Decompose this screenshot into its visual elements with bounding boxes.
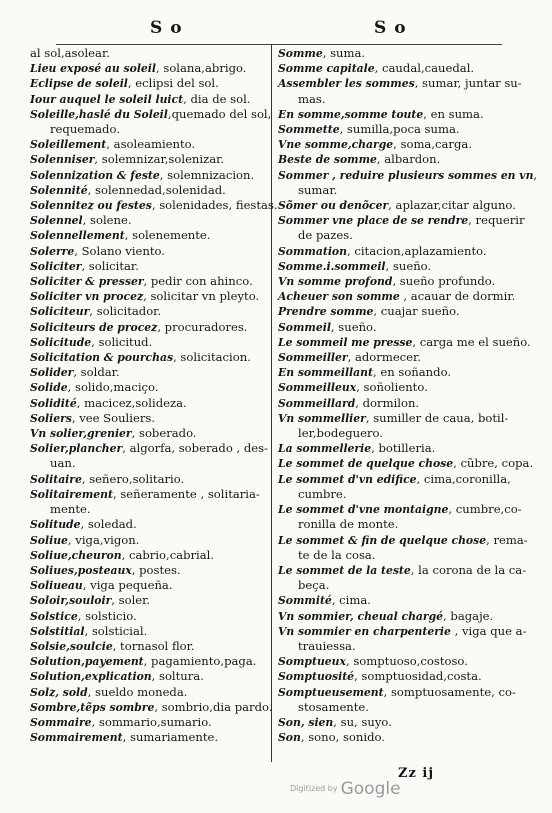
entry-headword: Solide <box>30 381 68 395</box>
entry-translation: , caudal,cauedal. <box>374 61 475 76</box>
entry-translation: , soledad. <box>80 517 137 532</box>
entry-translation: , rema- <box>486 532 528 547</box>
dictionary-entry <box>30 472 266 487</box>
entry-headword: Solenniser <box>30 153 95 167</box>
dictionary-entry <box>278 274 502 289</box>
dictionary-entry <box>278 426 502 441</box>
entry-headword: Soliciter vn procez <box>30 290 144 304</box>
dictionary-entry <box>30 335 266 350</box>
entry-translation: , solennedad,solenidad. <box>87 182 226 197</box>
entry-headword: Prendre somme <box>278 305 374 319</box>
entry-translation: de pazes. <box>298 228 353 243</box>
entry-headword: Sommité <box>278 594 332 608</box>
dictionary-entry <box>278 107 502 122</box>
entry-translation: , carga me el sueño. <box>412 334 531 349</box>
entry-headword: Le sommet de la teste <box>278 563 411 577</box>
dictionary-entry <box>30 517 266 532</box>
entry-translation: , viga que a- <box>450 623 527 638</box>
entry-translation: , Solano viento. <box>74 243 165 258</box>
dictionary-entry <box>278 700 502 715</box>
signature-mark: Zz ij <box>398 766 435 781</box>
dictionary-entry <box>30 593 266 608</box>
entry-translation: , <box>533 167 538 182</box>
entry-translation: , cumbre,co- <box>448 502 522 517</box>
entry-headword: Soliue <box>30 533 68 547</box>
entry-translation: , solene. <box>82 213 132 228</box>
entry-headword: Somme.i.sommeil <box>278 259 386 273</box>
entry-headword: Vn sommellier <box>278 411 366 425</box>
entry-headword: Sommer , reduire plusieurs sommes en vn <box>278 168 534 182</box>
entry-headword: Somme capitale <box>278 62 375 76</box>
dictionary-entry <box>278 487 502 502</box>
entry-translation: , aplazar,citar alguno. <box>388 198 516 213</box>
entry-translation: , botilleria. <box>371 441 436 456</box>
entry-headword: Solicitude <box>30 335 92 349</box>
entry-translation: , bagaje. <box>443 608 494 623</box>
dictionary-entry <box>30 654 266 669</box>
entry-translation: , sumariamente. <box>122 730 219 745</box>
dictionary-entry <box>278 289 516 304</box>
entry-translation: , solemnizacion. <box>159 167 255 182</box>
entry-headword: Sommation <box>278 244 347 258</box>
entry-headword: Beste de somme <box>278 153 377 167</box>
entry-headword: Son, sien <box>278 715 334 729</box>
entry-translation: , soñoliento. <box>356 380 428 395</box>
entry-translation: , solsticial. <box>84 623 148 638</box>
entry-translation: , cima,coronilla, <box>416 471 511 486</box>
entry-translation: , señero,solitario. <box>81 471 185 486</box>
entry-headword: La sommellerie <box>278 442 372 456</box>
entry-translation: , asoleamiento. <box>106 137 196 152</box>
dictionary-entry <box>278 456 534 471</box>
entry-headword: Sommairement <box>30 731 123 745</box>
entry-headword: Solider <box>30 366 74 380</box>
entry-translation: , somptuosamente, co- <box>383 684 516 699</box>
entry-translation: , sombrio,dia pardo. <box>154 699 273 714</box>
entry-headword: Solicitation & pourchas <box>30 351 174 365</box>
entry-translation: , sommario,sumario. <box>91 714 212 729</box>
dictionary-entry <box>30 502 266 517</box>
entry-headword: Soliciteurs de procez <box>30 320 158 334</box>
entry-translation: , solana,abrigo. <box>156 61 247 76</box>
dictionary-entry <box>278 639 502 654</box>
entry-headword: Solennitez ou festes <box>30 199 152 213</box>
entry-headword: Solution,payement <box>30 655 144 669</box>
dictionary-entry <box>30 46 266 61</box>
entry-translation: ler,bodeguero. <box>298 426 383 441</box>
entry-headword: Sommeilleux <box>278 381 357 395</box>
dictionary-entry <box>278 137 502 152</box>
dictionary-entry <box>278 228 502 243</box>
entry-headword: Soleille,haslé du Soleil <box>30 107 168 121</box>
dictionary-entry <box>30 244 266 259</box>
entry-translation: , solenidades, fiestas. <box>151 198 278 213</box>
entry-headword: Le sommeil me presse <box>278 335 413 349</box>
dictionary-entry <box>278 578 502 593</box>
entry-translation: , acauar de dormir. <box>399 289 516 304</box>
dictionary-entry <box>278 122 502 137</box>
dictionary-entry <box>278 532 528 548</box>
dictionary-entry <box>30 548 266 563</box>
entry-translation: , cima. <box>331 593 371 608</box>
dictionary-entry <box>30 578 266 593</box>
entry-headword: Soliciteur <box>30 305 90 319</box>
entry-translation: trauiessa. <box>298 638 356 653</box>
entry-translation: , cũbre, copa. <box>453 456 534 471</box>
dictionary-entry <box>278 609 502 624</box>
entry-translation: , albardon. <box>376 152 441 167</box>
entry-headword: Solution,explication <box>30 670 152 684</box>
dictionary-entry <box>278 304 502 319</box>
entry-translation: , soler. <box>111 593 151 608</box>
entry-translation: , somptuoso,costoso. <box>345 654 468 669</box>
entry-translation: , dormilon. <box>355 395 420 410</box>
column-divider <box>271 44 272 762</box>
entry-headword: Solitairement <box>30 487 113 501</box>
watermark-logo: Google <box>340 778 401 799</box>
dictionary-entry <box>30 624 266 639</box>
entry-headword: Solitude <box>30 518 81 532</box>
entry-headword: Sommette <box>278 123 340 137</box>
entry-headword: Somme <box>278 47 323 60</box>
dictionary-entry <box>278 548 502 563</box>
entry-translation: , soltura. <box>151 669 204 684</box>
entry-translation: ,quemado del sol, <box>167 106 272 121</box>
watermark <box>290 778 401 799</box>
dictionary-entry <box>278 183 502 198</box>
entry-translation: sumar. <box>298 182 338 197</box>
entry-headword: Vn somme profond <box>278 275 393 289</box>
dictionary-entry <box>30 350 266 365</box>
dictionary-entry <box>278 152 502 167</box>
dictionary-entry <box>30 380 266 395</box>
entry-headword: Acheuer son somme <box>278 290 400 304</box>
entry-translation: , solido,maciço. <box>67 380 159 395</box>
dictionary-entry <box>30 274 266 289</box>
entry-translation: , solenemente. <box>124 228 211 243</box>
entry-headword: Vne somme,charge <box>278 138 394 152</box>
dictionary-entry <box>278 623 527 639</box>
dictionary-entry <box>278 350 502 365</box>
entry-translation: , solemnizar,solenizar. <box>94 152 225 167</box>
dictionary-entry <box>30 487 266 502</box>
header-rule <box>56 44 502 45</box>
entry-headword: Le sommet d'vne montaigne <box>278 503 449 517</box>
dictionary-entry <box>30 183 266 198</box>
entry-translation: , eclipsi del sol. <box>127 76 219 91</box>
dictionary-entry <box>278 502 522 517</box>
entry-translation: , señeramente , solitaria- <box>112 486 260 501</box>
entry-translation: mente. <box>50 502 91 517</box>
entry-headword: Sombre,tẽps sombre <box>30 700 155 714</box>
dictionary-entry <box>30 106 272 122</box>
entry-translation: , suma. <box>322 46 366 60</box>
page-heading-left: S o <box>150 18 183 38</box>
entry-headword: En somme,somme toute <box>278 107 424 121</box>
entry-translation: , dia de sol. <box>183 91 251 106</box>
dictionary-entry <box>278 441 502 456</box>
entry-translation: uan. <box>50 456 76 471</box>
dictionary-entry <box>278 593 502 608</box>
entry-headword: Le sommet & fin de quelque chose <box>278 533 487 547</box>
dictionary-entry <box>30 213 266 228</box>
entry-headword: Somptueusement <box>278 685 384 699</box>
entry-headword: Somptuosité <box>278 670 355 684</box>
entry-headword: Iour auquel le soleil luict <box>30 92 184 106</box>
entry-translation: , postes. <box>131 562 181 577</box>
dictionary-entry <box>278 654 502 669</box>
entry-translation: , sueño. <box>330 319 377 334</box>
entry-headword: Le sommet d'vn edifice <box>278 472 417 486</box>
entry-translation: , sueldo moneda. <box>87 684 188 699</box>
entry-headword: Solerre <box>30 244 75 258</box>
dictionary-entry <box>278 334 531 350</box>
entry-headword: Soleillement <box>30 138 107 152</box>
watermark-prefix: Digitized by <box>290 784 338 793</box>
entry-translation: , sumilla,poca suma. <box>339 122 460 137</box>
entry-headword: Soliues,posteaux <box>30 563 132 577</box>
entry-headword: Eclipse de soleil <box>30 77 128 91</box>
dictionary-entry <box>278 396 502 411</box>
entry-translation: , cabrio,cabrial. <box>121 547 215 562</box>
dictionary-entry <box>278 320 502 335</box>
dictionary-entry <box>278 61 502 76</box>
entry-translation: , su, suyo. <box>333 714 392 729</box>
entry-translation: , pagamiento,paga. <box>143 654 257 669</box>
entry-translation: , solsticio. <box>77 608 137 623</box>
entry-translation: , sueño profundo. <box>392 274 496 289</box>
dictionary-entry <box>30 304 266 319</box>
entry-translation: , solicitud. <box>91 334 153 349</box>
dictionary-entry <box>278 76 522 91</box>
entry-translation: , cuajar sueño. <box>373 304 460 319</box>
dictionary-entry <box>30 639 266 654</box>
entry-headword: Sommer vne place de se rendre <box>278 214 469 228</box>
dictionary-entry <box>30 669 266 684</box>
dictionary-entry <box>30 396 266 411</box>
right-column <box>278 46 538 745</box>
dictionary-entry <box>278 410 509 426</box>
entry-headword: Soliciter & presser <box>30 275 144 289</box>
entry-translation: requemado. <box>50 122 120 137</box>
entry-translation: beça. <box>298 578 330 593</box>
dictionary-entry <box>30 411 266 426</box>
dictionary-entry <box>30 198 278 213</box>
entry-translation: ronilla de monte. <box>298 517 399 532</box>
dictionary-entry <box>30 61 266 76</box>
entry-translation: , en soñando. <box>372 365 452 380</box>
dictionary-entry <box>30 122 266 137</box>
entry-translation: , la corona de la ca- <box>410 562 527 577</box>
entry-translation: , sumar, juntar su- <box>414 76 522 91</box>
entry-headword: Soliers <box>30 411 72 425</box>
dictionary-entry <box>278 715 502 730</box>
dictionary-entry <box>30 426 266 441</box>
entry-headword: Sommeiller <box>278 351 348 365</box>
entry-translation: , sono, sonido. <box>300 730 385 745</box>
entry-translation: , requerir <box>468 213 525 228</box>
dictionary-entry <box>278 92 502 107</box>
dictionary-entry <box>278 213 525 228</box>
dictionary-entry <box>278 562 527 578</box>
dictionary-entry <box>278 684 516 700</box>
dictionary-entry <box>30 685 266 700</box>
entry-translation: , macicez,solideza. <box>76 395 187 410</box>
entry-headword: Solennellement <box>30 229 125 243</box>
entry-headword: Solz, sold <box>30 685 88 699</box>
entry-translation: mas. <box>298 91 326 106</box>
dictionary-entry <box>30 289 266 304</box>
entry-headword: Solier,plancher <box>30 442 123 456</box>
entry-headword: Assembler les sommes <box>278 77 415 91</box>
dictionary-entry <box>278 365 502 380</box>
entry-translation: , viga,vigon. <box>67 532 140 547</box>
dictionary-entry <box>30 365 266 380</box>
dictionary-entry <box>30 699 273 715</box>
entry-translation: , en suma. <box>423 106 484 121</box>
dictionary-entry <box>30 563 266 578</box>
dictionary-entry <box>30 137 266 152</box>
dictionary-entry <box>30 715 266 730</box>
entry-translation: al sol,asolear. <box>30 46 110 60</box>
dictionary-entry <box>278 471 511 487</box>
dictionary-entry <box>30 228 266 243</box>
entry-translation: , soma,carga. <box>393 137 472 152</box>
dictionary-entry <box>30 730 266 745</box>
entry-headword: En sommeillant <box>278 366 373 380</box>
entry-headword: Somptueux <box>278 655 346 669</box>
entry-translation: , soldar. <box>73 365 120 380</box>
dictionary-entry <box>30 152 266 167</box>
entry-translation: , adormecer. <box>347 350 421 365</box>
entry-translation: , pedir con ahinco. <box>143 274 253 289</box>
entry-translation: , solicitar. <box>81 258 139 273</box>
entry-translation: , somptuosidad,costa. <box>354 669 482 684</box>
entry-headword: Vn solier,grenier <box>30 427 132 441</box>
entry-translation: , procuradores. <box>157 319 248 334</box>
dictionary-entry <box>30 320 266 335</box>
entry-headword: Vn sommier, cheual chargé <box>278 609 444 623</box>
entry-translation: , viga pequeña. <box>82 578 173 593</box>
entry-headword: Solennel <box>30 214 83 228</box>
entry-translation: te de la cosa. <box>298 547 376 562</box>
dictionary-entry <box>30 609 266 624</box>
entry-translation: cumbre. <box>298 486 347 501</box>
dictionary-entry <box>30 92 266 107</box>
entry-headword: Sommeillard <box>278 396 356 410</box>
dictionary-entry <box>30 533 266 548</box>
entry-translation: , sumiller de caua, botil- <box>365 410 509 425</box>
running-header <box>0 18 552 42</box>
dictionary-entry <box>278 259 502 274</box>
dictionary-entry <box>30 76 266 91</box>
entry-headword: Sõmer ou denõcer <box>278 199 389 213</box>
entry-headword: Le sommet de quelque chose <box>278 457 454 471</box>
entry-translation: stosamente. <box>298 699 369 714</box>
dictionary-entry <box>30 168 266 183</box>
entry-headword: Lieu exposé au soleil <box>30 62 156 76</box>
entry-headword: Vn sommier en charpenterie <box>278 624 451 638</box>
entry-headword: Son <box>278 731 301 745</box>
entry-headword: Sommaire <box>30 715 92 729</box>
dictionary-entry <box>30 259 266 274</box>
entry-headword: Solsie,soulcie <box>30 639 113 653</box>
dictionary-entry <box>278 167 538 183</box>
entry-headword: Solennization & feste <box>30 168 160 182</box>
entry-translation: , sueño. <box>385 258 432 273</box>
entry-translation: , tornasol flor. <box>112 638 195 653</box>
entry-translation: , algorfa, soberado , des- <box>122 441 269 456</box>
entry-headword: Soloir,souloir <box>30 594 112 608</box>
entry-headword: Solitaire <box>30 472 82 486</box>
entry-headword: Soliueau <box>30 579 83 593</box>
page-heading-right: S o <box>374 18 407 38</box>
dictionary-entry <box>30 456 266 471</box>
dictionary-entry <box>278 380 502 395</box>
entry-translation: , solicitar vn pleyto. <box>143 289 260 304</box>
dictionary-entry <box>30 441 269 456</box>
entry-translation: , vee Souliers. <box>71 410 156 425</box>
entry-headword: Solstitial <box>30 624 85 638</box>
dictionary-entry <box>278 198 516 213</box>
entry-headword: Soliue,cheuron <box>30 548 122 562</box>
entry-translation: , citacion,aplazamiento. <box>346 243 487 258</box>
dictionary-entry <box>278 46 502 61</box>
dictionary-entry <box>278 517 502 532</box>
entry-translation: , soberado. <box>131 426 197 441</box>
entry-headword: Solidité <box>30 396 77 410</box>
entry-headword: Solstice <box>30 609 78 623</box>
entry-headword: Sommeil <box>278 320 331 334</box>
entry-translation: , solicitacion. <box>173 350 251 365</box>
dictionary-entry <box>278 730 502 745</box>
dictionary-entry <box>278 244 502 259</box>
entry-headword: Soliciter <box>30 259 82 273</box>
entry-translation: , solicitador. <box>89 304 162 319</box>
entry-headword: Solennité <box>30 183 88 197</box>
dictionary-entry <box>278 669 502 684</box>
left-column <box>30 46 278 745</box>
